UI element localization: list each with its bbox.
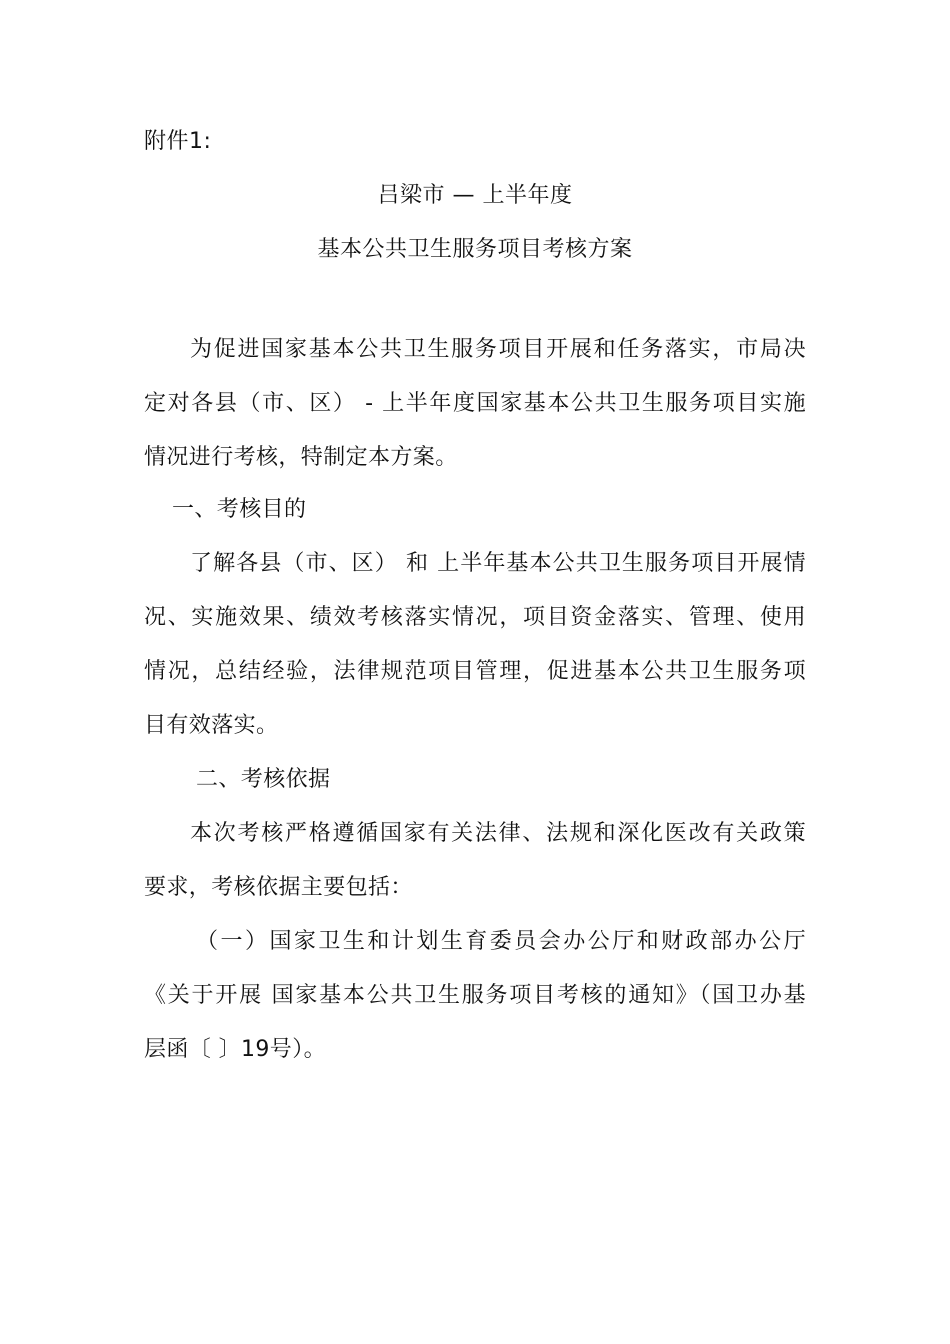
purpose-line-1: 了解各县（市、区） 和 上半年基本公共卫生服务项目开展情 [190,551,806,576]
purpose-line-2: 况、实施效果、绩效考核落实情况，项目资金落实、管理、使用 [144,605,806,630]
item1-line-3: 层函〔 〕19号）。 [144,1037,326,1062]
item1-line-2: 《关于开展 国家基本公共卫生服务项目考核的通知》（国卫办基 [144,983,806,1008]
basis-line-1: 本次考核严格遵循国家有关法律、法规和深化医改有关政策 [190,821,806,846]
item1-line-1: （一）国家卫生和计划生育委员会办公厅和财政部办公厅 [196,929,806,954]
intro-line-2: 定对各县（市、区） - 上半年度国家基本公共卫生服务项目实施 [144,391,806,416]
intro-line-3: 情况进行考核，特制定本方案。 [144,445,458,470]
section-heading-purpose: 一、考核目的 [172,497,307,522]
attachment-label: 附件1: [144,129,212,154]
purpose-line-4: 目有效落实。 [144,713,279,738]
basis-line-2: 要求，考核依据主要包括： [144,875,413,900]
intro-line-1: 为促进国家基本公共卫生服务项目开展和任务落实，市局决 [190,337,806,362]
document-title-line1: 吕梁市 — 上半年度 [377,183,573,208]
document-title-line2: 基本公共卫生服务项目考核方案 [317,237,633,262]
section-heading-basis: 二、考核依据 [196,767,331,792]
purpose-line-3: 情况，总结经验，法律规范项目管理，促进基本公共卫生服务项 [144,659,806,684]
